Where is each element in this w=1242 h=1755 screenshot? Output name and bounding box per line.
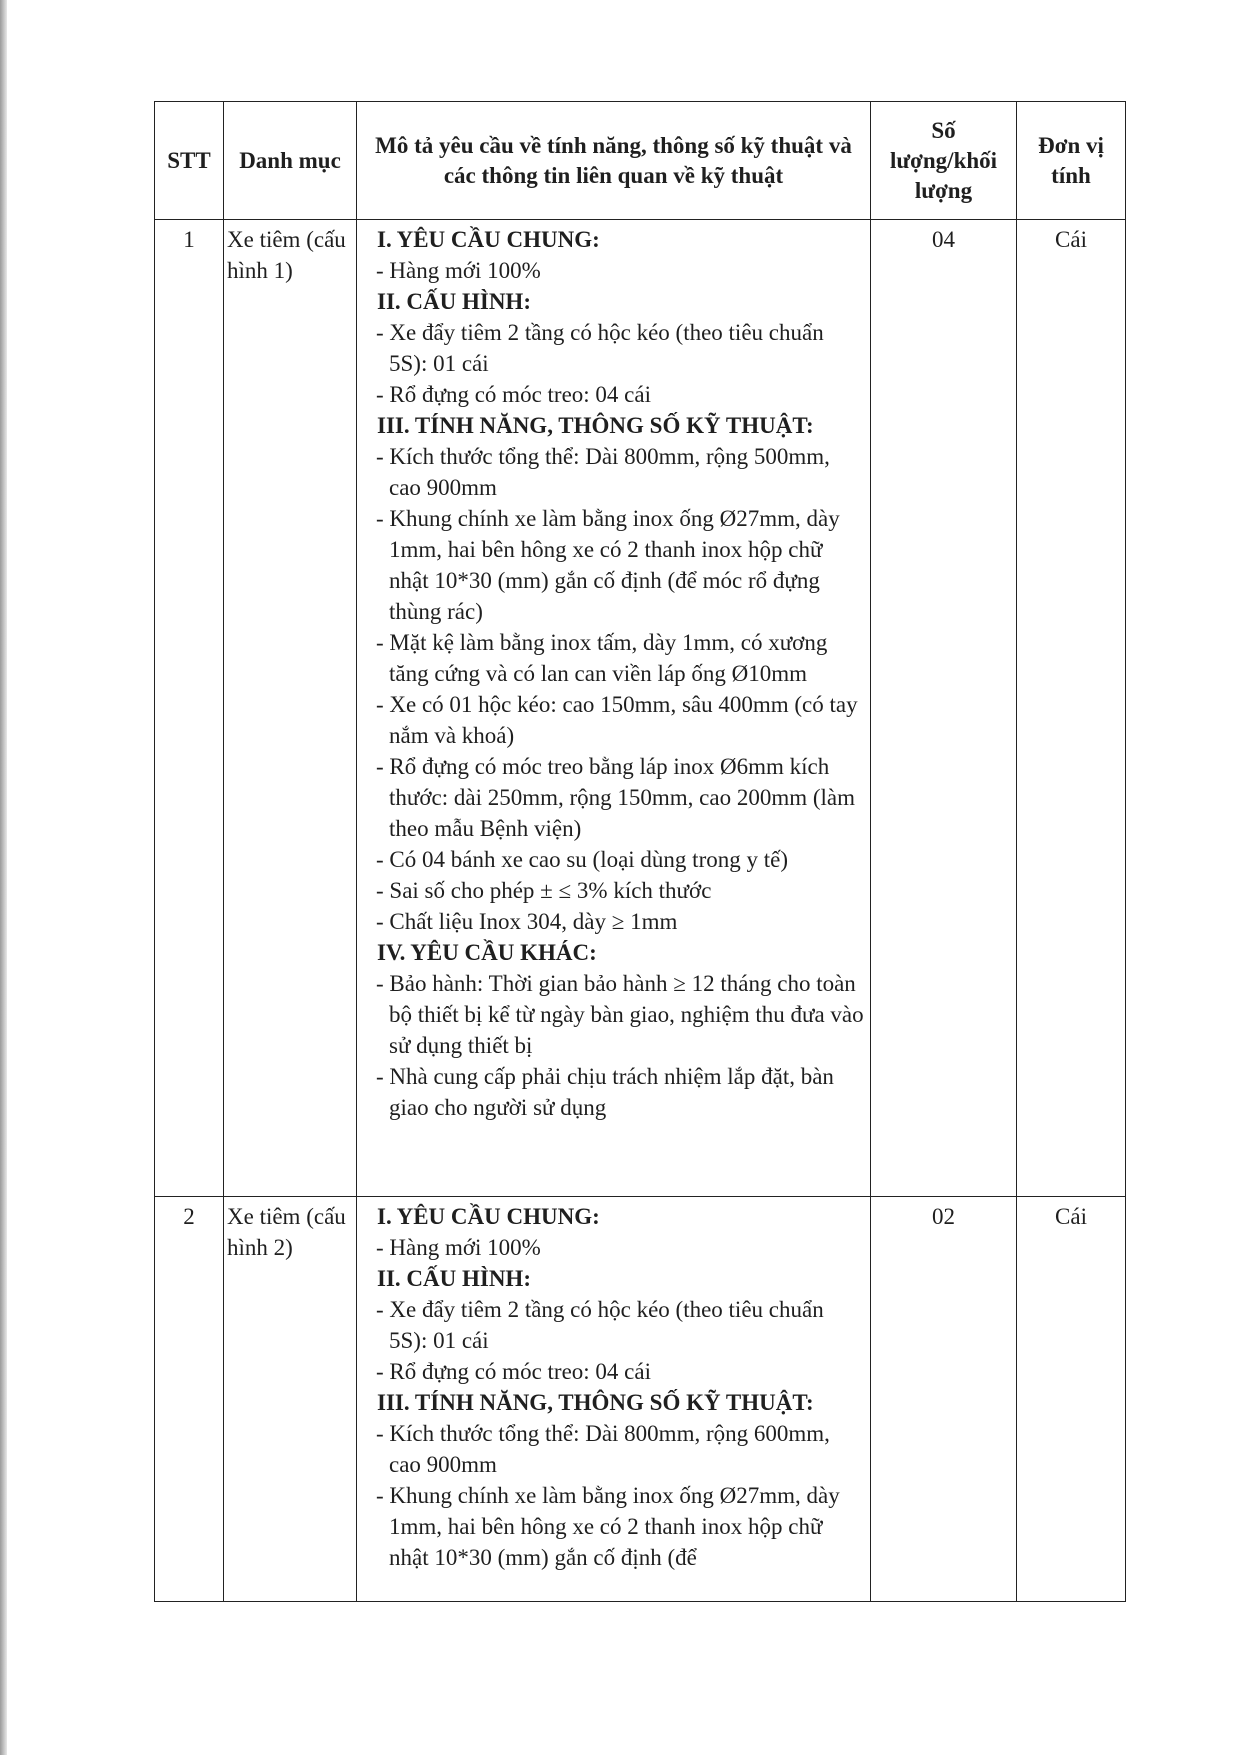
row-stt: 1 bbox=[155, 220, 224, 1197]
header-stt: STT bbox=[155, 102, 224, 220]
list-item: - Xe đẩy tiêm 2 tầng có hộc kéo (theo tiêu chuẩn 5S): 01 cái bbox=[376, 320, 824, 376]
list-item: - Khung chính xe làm bằng inox ống Ø27mm, dày 1mm, hai bên hông xe có 2 thanh inox hộp chữ nhật 10*30 (mm) gắn cố định (để móc rổ đựng thùng rác) bbox=[376, 506, 840, 624]
row-description bbox=[357, 1197, 871, 1602]
section-title: III. TÍNH NĂNG, THÔNG SỐ KỸ THUẬT: bbox=[377, 413, 814, 438]
list-item: - Rổ đựng có móc treo: 04 cái bbox=[376, 1359, 651, 1384]
list-item: - Hàng mới 100% bbox=[376, 258, 541, 283]
list-item: - Rổ đựng có móc treo bằng láp inox Ø6mm kích thước: dài 250mm, rộng 150mm, cao 200mm (làm theo mẫu Bệnh viện) bbox=[376, 754, 856, 841]
scan-edge-shadow bbox=[0, 0, 7, 1755]
section-title: IV. YÊU CẦU KHÁC: bbox=[377, 940, 597, 965]
description-content bbox=[367, 1201, 866, 1593]
faded-stamp-mark bbox=[8, 850, 68, 1050]
row-stt: 2 bbox=[155, 1197, 224, 1602]
header-description: Mô tả yêu cầu về tính năng, thông số kỹ thuật và các thông tin liên quan về kỹ thuật bbox=[357, 102, 871, 220]
list-item: - Nhà cung cấp phải chịu trách nhiệm lắp đặt, bàn giao cho người sử dụng bbox=[376, 1064, 834, 1120]
table-header-row bbox=[155, 102, 1126, 220]
list-item: - Xe đẩy tiêm 2 tầng có hộc kéo (theo tiêu chuẩn 5S): 01 cái bbox=[376, 1297, 824, 1353]
list-item: - Mặt kệ làm bằng inox tấm, dày 1mm, có xương tăng cứng và có lan can viền láp ống Ø10mm bbox=[376, 630, 828, 686]
list-item: - Có 04 bánh xe cao su (loại dùng trong y tế) bbox=[376, 847, 788, 872]
section-title: I. YÊU CẦU CHUNG: bbox=[377, 1204, 600, 1229]
row-category: Xe tiêm (cấu hình 1) bbox=[224, 220, 357, 1197]
list-item: - Kích thước tổng thể: Dài 800mm, rộng 500mm, cao 900mm bbox=[376, 444, 830, 500]
table-row bbox=[155, 1197, 1126, 1602]
header-unit: Đơn vị tính bbox=[1017, 102, 1126, 220]
list-item: - Bảo hành: Thời gian bảo hành ≥ 12 tháng cho toàn bộ thiết bị kể từ ngày bàn giao, nghiệm thu đưa vào sử dụng thiết bị bbox=[376, 971, 864, 1058]
row-unit: Cái bbox=[1017, 220, 1126, 1197]
table-row bbox=[155, 220, 1126, 1197]
row-description bbox=[357, 220, 871, 1197]
list-item: - Rổ đựng có móc treo: 04 cái bbox=[376, 382, 651, 407]
row-category: Xe tiêm (cấu hình 2) bbox=[224, 1197, 357, 1602]
list-item: - Hàng mới 100% bbox=[376, 1235, 541, 1260]
header-category: Danh mục bbox=[224, 102, 357, 220]
list-item: - Chất liệu Inox 304, dày ≥ 1mm bbox=[376, 909, 678, 934]
row-quantity: 02 bbox=[871, 1197, 1017, 1602]
section-title: II. CẤU HÌNH: bbox=[377, 1266, 531, 1291]
row-unit: Cái bbox=[1017, 1197, 1126, 1602]
list-item: - Kích thước tổng thể: Dài 800mm, rộng 600mm, cao 900mm bbox=[376, 1421, 830, 1477]
specification-table bbox=[154, 101, 1126, 1602]
section-title: I. YÊU CẦU CHUNG: bbox=[377, 227, 600, 252]
section-title: II. CẤU HÌNH: bbox=[377, 289, 531, 314]
list-item: - Sai số cho phép ± ≤ 3% kích thước bbox=[376, 878, 712, 903]
section-title: III. TÍNH NĂNG, THÔNG SỐ KỸ THUẬT: bbox=[377, 1390, 814, 1415]
header-quantity: Số lượng/khối lượng bbox=[871, 102, 1017, 220]
row-quantity: 04 bbox=[871, 220, 1017, 1197]
list-item: - Xe có 01 hộc kéo: cao 150mm, sâu 400mm (có tay nắm và khoá) bbox=[376, 692, 858, 748]
list-item: - Khung chính xe làm bằng inox ống Ø27mm, dày 1mm, hai bên hông xe có 2 thanh inox hộp chữ nhật 10*30 (mm) gắn cố định (để bbox=[376, 1483, 840, 1570]
